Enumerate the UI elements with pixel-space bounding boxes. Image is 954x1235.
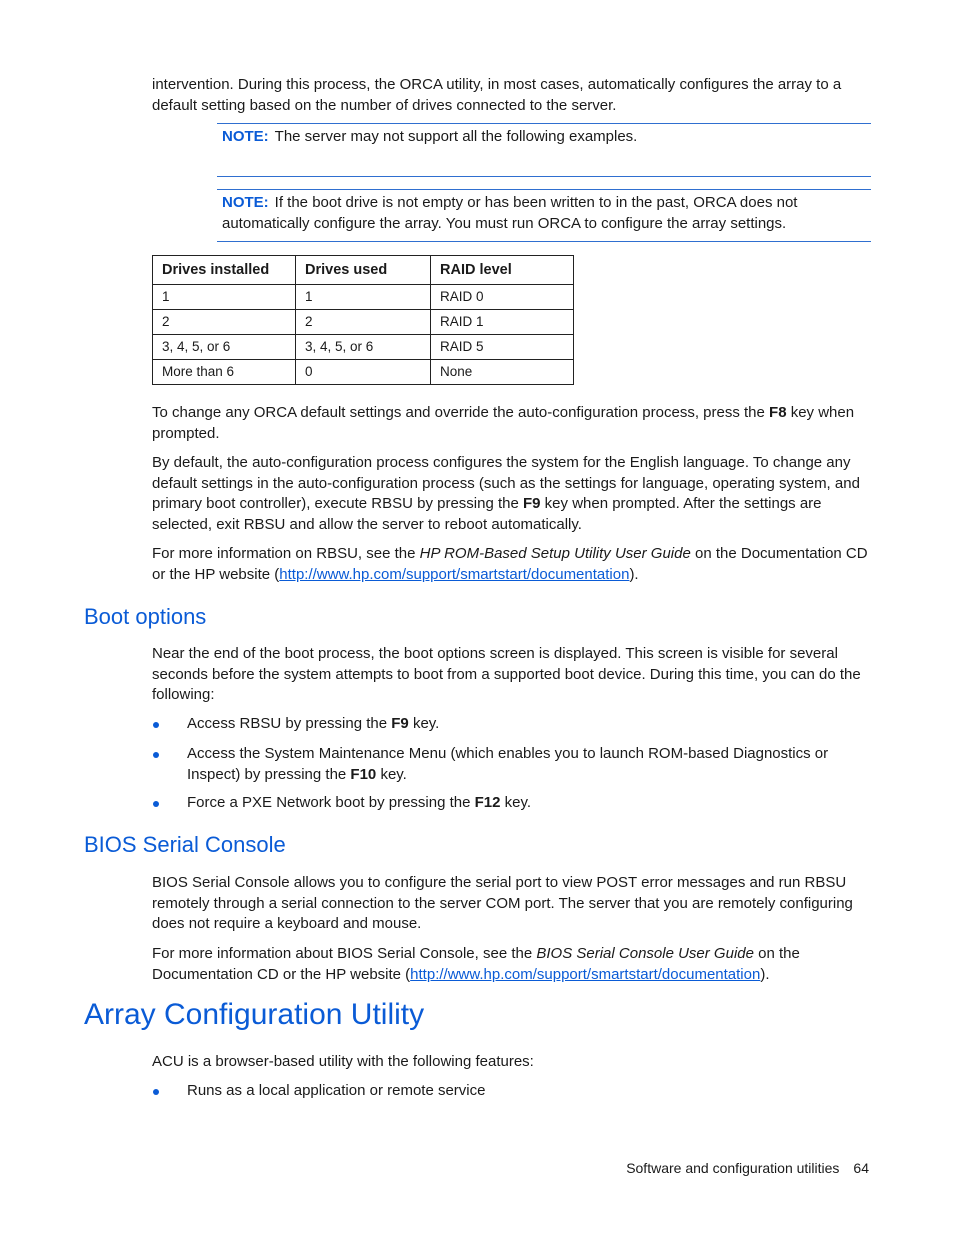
table-cell: 2 <box>296 310 431 335</box>
key-name: F9 <box>523 495 541 512</box>
list-item-text <box>187 714 867 735</box>
note-bottom-rule <box>217 176 871 177</box>
boot-options-heading: Boot options <box>84 604 207 629</box>
list-item-text <box>187 793 867 814</box>
table-row <box>153 360 574 385</box>
table-cell: RAID 5 <box>431 335 574 360</box>
bullet-icon <box>153 801 159 807</box>
guide-title: HP ROM-Based Setup Utility User Guide <box>419 545 691 562</box>
text-run: key when prompted. <box>152 404 855 442</box>
page-number: 64 <box>853 1160 869 1176</box>
text-run: on the Documentation CD or the HP website ( <box>152 945 800 983</box>
note-text: If the boot drive is not empty or has been written to in the past, ORCA does not automatically configure the array. You must run ORCA to configure the array settings. <box>222 194 798 232</box>
text-run: ). <box>760 965 770 983</box>
orca-defaults-paragraph <box>152 403 872 444</box>
bullet-icon <box>153 722 159 728</box>
table-cell: None <box>431 360 574 385</box>
table-cell: 1 <box>153 285 296 310</box>
text-run: Force a PXE Network boot by pressing the <box>187 794 475 811</box>
bullet-icon <box>153 752 159 758</box>
text-run: key. <box>500 794 532 811</box>
text-run: To change any ORCA default settings and override the auto-configuration process, press the <box>152 404 770 421</box>
table-cell: RAID 0 <box>431 285 574 310</box>
note-2 <box>222 193 867 234</box>
note-text: The server may not support all the following examples. <box>274 128 638 145</box>
text-run: Access the System Maintenance Menu (which enables you to launch ROM-based Diagnostics or Inspect) by pressing the <box>187 745 829 783</box>
text-run: on the Documentation CD or the HP website ( <box>152 545 868 583</box>
table-cell: 2 <box>153 310 296 335</box>
rbsu-info-paragraph <box>152 544 872 585</box>
key-name: F8 <box>769 404 787 421</box>
column-header: RAID level <box>431 256 574 285</box>
table-cell: 3, 4, 5, or 6 <box>296 335 431 360</box>
key-name: F12 <box>474 794 501 811</box>
table-cell: More than 6 <box>153 360 296 385</box>
table-cell: 1 <box>296 285 431 310</box>
text-run: ). <box>629 565 639 583</box>
key-name: F9 <box>391 715 409 732</box>
raid-table <box>152 255 574 385</box>
note-label: NOTE: <box>222 128 269 145</box>
bios-console-paragraph: BIOS Serial Console allows you to configure the serial port to view POST error messages and run RBSU remotely through a serial connection to the server COM port. The server that you are remotely configuring does not require a keyboard and mouse. <box>152 874 853 932</box>
note-label: NOTE: <box>222 194 269 211</box>
guide-title: BIOS Serial Console User Guide <box>536 945 754 962</box>
documentation-link[interactable]: http://www.hp.com/support/smartstart/documentation <box>410 965 761 983</box>
table-cell: 3, 4, 5, or 6 <box>153 335 296 360</box>
table-header-row <box>153 256 574 285</box>
list-item-text: Runs as a local application or remote service <box>187 1082 486 1099</box>
default-settings-paragraph <box>152 453 872 535</box>
text-run: key when prompted. After the settings are selected, exit RBSU and allow the server to reboot automatically. <box>152 495 822 533</box>
table-row <box>153 310 574 335</box>
note-1 <box>222 127 867 148</box>
list-item-text <box>187 744 867 785</box>
table-row <box>153 285 574 310</box>
table-cell: 0 <box>296 360 431 385</box>
text-run: Access RBSU by pressing the <box>187 715 392 732</box>
note-bottom-rule <box>217 241 871 242</box>
page-footer <box>626 1158 869 1179</box>
note-top-rule <box>217 189 871 190</box>
note-top-rule <box>217 123 871 124</box>
table-row <box>153 335 574 360</box>
text-run: By default, the auto-configuration process configures the system for the English language. To change any default settings in the auto-configuration process (such as the settings for language, operating system, and primary boot controller), execute RBSU by pressing the <box>152 454 860 512</box>
acu-intro: ACU is a browser-based utility with the following features: <box>152 1053 534 1070</box>
key-name: F10 <box>350 765 377 783</box>
intro-paragraph: intervention. During this process, the ORCA utility, in most cases, automatically configures the array to a default setting based on the number of drives connected to the server. <box>152 76 842 114</box>
array-configuration-utility-heading: Array Configuration Utility <box>84 998 425 1031</box>
boot-options-intro: Near the end of the boot process, the boot options screen is displayed. This screen is visible for several seconds before the system attempts to boot from a supported boot device. During this time, you can do the following: <box>152 645 861 703</box>
text-run: For more information about BIOS Serial Console, see the <box>152 945 537 962</box>
text-run: key. <box>376 765 407 783</box>
bullet-icon <box>153 1089 159 1095</box>
text-run: For more information on RBSU, see the <box>152 545 420 562</box>
documentation-link[interactable]: http://www.hp.com/support/smartstart/documentation <box>279 565 630 583</box>
column-header: Drives installed <box>153 256 296 285</box>
text-run: key. <box>408 715 440 732</box>
bios-serial-console-heading: BIOS Serial Console <box>84 832 286 857</box>
footer-section-title: Software and configuration utilities <box>626 1160 840 1176</box>
table-cell: RAID 1 <box>431 310 574 335</box>
column-header: Drives used <box>296 256 431 285</box>
bios-console-info-paragraph <box>152 944 872 985</box>
